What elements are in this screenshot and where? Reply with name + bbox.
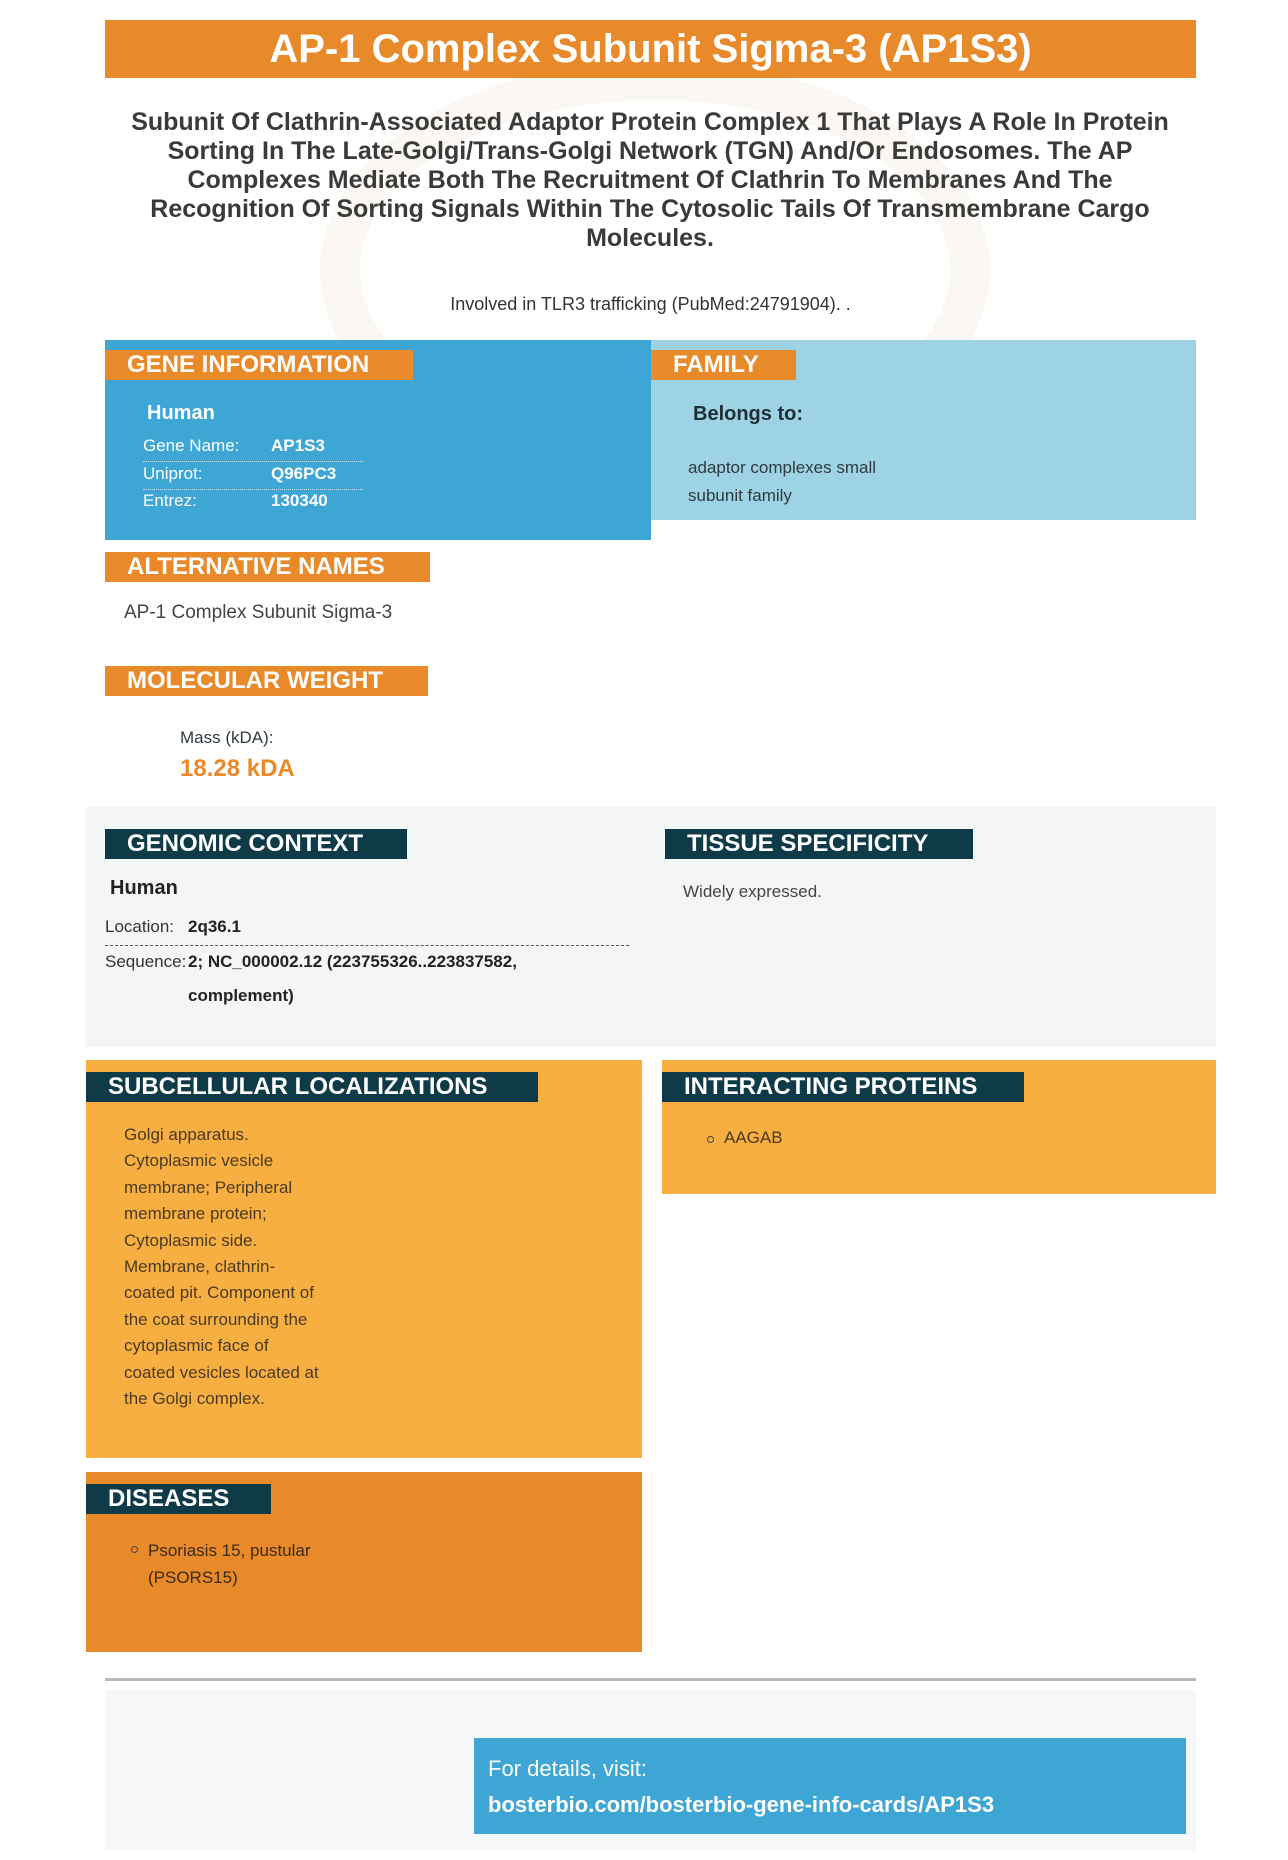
subcellular-line: Membrane, clathrin- bbox=[124, 1257, 276, 1277]
sequence-value: 2; NC_000002.12 (223755326..223837582, bbox=[188, 952, 517, 971]
mass-label: Mass (kDA): bbox=[180, 728, 274, 747]
footer-divider bbox=[105, 1678, 1196, 1681]
location-label: Location: bbox=[105, 917, 174, 936]
row-divider bbox=[143, 461, 363, 462]
protein-description: Subunit Of Clathrin-Associated Adaptor Protein Complex 1 That Plays A Role In Protein Sorting In The Late-Golgi/Trans-Golgi Network (TGN) And/Or Endosomes. The AP Complexes Mediate Both The Recruitment Of Clathrin To Membranes And The Recognition Of Sorting Signals Within The Cytosolic Tails Of Transmembrane Cargo Molecules. bbox=[131, 108, 1169, 252]
gene-name-label: Gene Name: bbox=[143, 436, 240, 455]
alternative-names-heading: ALTERNATIVE NAMES bbox=[105, 552, 430, 582]
interacting-protein-item: AAGAB bbox=[724, 1128, 783, 1147]
interacting-proteins-panel bbox=[662, 1060, 1216, 1194]
details-link[interactable]: bosterbio.com/bosterbio-gene-info-cards/AP1S3 bbox=[488, 1792, 995, 1817]
location-value: 2q36.1 bbox=[188, 917, 241, 936]
entrez-value: 130340 bbox=[271, 491, 328, 510]
disease-item bbox=[148, 1537, 311, 1591]
subcellular-localizations-heading: SUBCELLULAR LOCALIZATIONS bbox=[86, 1072, 538, 1102]
sequence-value-continued: complement) bbox=[188, 986, 294, 1005]
subcellular-line: cytoplasmic face of bbox=[124, 1336, 269, 1356]
row-divider bbox=[105, 945, 629, 946]
uniprot-row bbox=[143, 464, 336, 484]
subcellular-line: the coat surrounding the bbox=[124, 1309, 308, 1329]
subcellular-line: the Golgi complex. bbox=[124, 1389, 265, 1409]
subcellular-line: Cytoplasmic vesicle bbox=[124, 1151, 274, 1171]
gene-information-heading: GENE INFORMATION bbox=[105, 350, 413, 380]
details-link-box[interactable] bbox=[474, 1738, 1186, 1834]
belongs-to-label: Belongs to: bbox=[693, 403, 803, 425]
uniprot-value: Q96PC3 bbox=[271, 464, 337, 483]
genomic-species: Human bbox=[110, 877, 178, 899]
entrez-row bbox=[143, 491, 328, 511]
gene-species: Human bbox=[147, 402, 215, 424]
bullet-icon bbox=[707, 1136, 714, 1143]
diseases-panel bbox=[86, 1472, 642, 1652]
disease-line: (PSORS15) bbox=[148, 1568, 238, 1587]
gene-information-panel bbox=[105, 340, 651, 540]
subcellular-line: Cytoplasmic side. bbox=[124, 1230, 258, 1250]
uniprot-label: Uniprot: bbox=[143, 464, 203, 483]
tissue-specificity-value: Widely expressed. bbox=[683, 882, 822, 901]
family-line: subunit family bbox=[688, 486, 792, 505]
genomic-section bbox=[86, 807, 1216, 1047]
tissue-specificity-heading: TISSUE SPECIFICITY bbox=[665, 829, 973, 859]
molecular-weight-heading: MOLECULAR WEIGHT bbox=[105, 666, 428, 696]
gene-name-row bbox=[143, 436, 325, 456]
bullet-icon bbox=[131, 1546, 138, 1553]
diseases-heading: DISEASES bbox=[86, 1484, 271, 1514]
subcellular-line: membrane; Peripheral bbox=[124, 1177, 293, 1197]
subcellular-line: Golgi apparatus. bbox=[124, 1125, 249, 1144]
alternative-name-value: AP-1 Complex Subunit Sigma-3 bbox=[124, 602, 393, 623]
page-title: AP-1 Complex Subunit Sigma-3 (AP1S3) bbox=[105, 20, 1196, 78]
function-note: Involved in TLR3 trafficking (PubMed:24791904). . bbox=[450, 294, 851, 314]
interacting-proteins-heading: INTERACTING PROTEINS bbox=[662, 1072, 1024, 1102]
disease-line: Psoriasis 15, pustular bbox=[148, 1541, 311, 1560]
subcellular-localizations-panel bbox=[86, 1060, 642, 1458]
family-panel bbox=[651, 340, 1196, 520]
family-line: adaptor complexes small bbox=[688, 458, 877, 477]
row-divider bbox=[143, 489, 363, 490]
family-description bbox=[688, 454, 876, 510]
entrez-label: Entrez: bbox=[143, 491, 197, 510]
family-heading: FAMILY bbox=[651, 350, 796, 380]
visit-label: For details, visit: bbox=[488, 1756, 647, 1781]
mass-value: 18.28 kDA bbox=[180, 755, 295, 782]
subcellular-text bbox=[124, 1122, 319, 1412]
subcellular-line: coated vesicles located at bbox=[124, 1362, 319, 1382]
subcellular-line: membrane protein; bbox=[124, 1204, 267, 1224]
sequence-label: Sequence: bbox=[105, 952, 187, 971]
gene-name-value: AP1S3 bbox=[271, 436, 325, 455]
genomic-context-heading: GENOMIC CONTEXT bbox=[105, 829, 407, 859]
subcellular-line: coated pit. Component of bbox=[124, 1283, 314, 1303]
